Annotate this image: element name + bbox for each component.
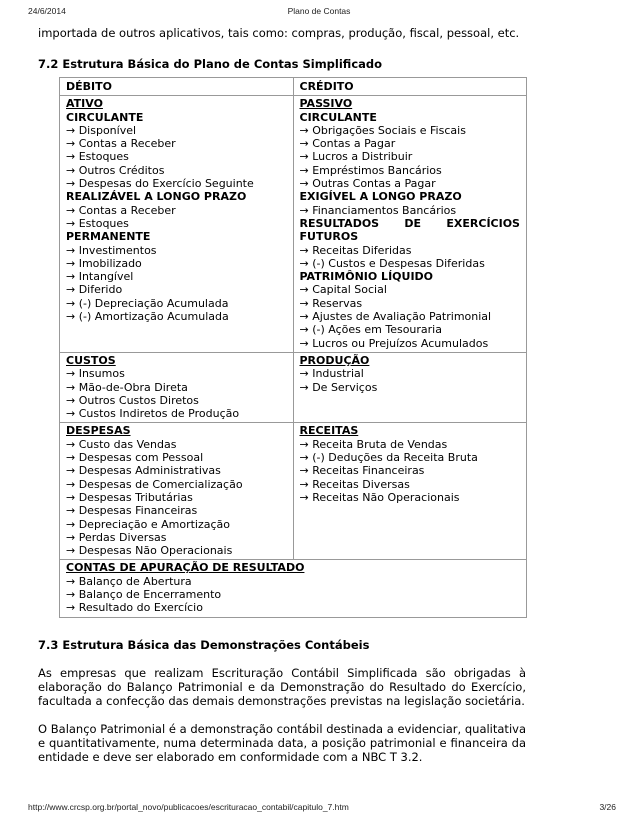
lead-paragraph: importada de outros aplicativos, tais como: compras, produção, fiscal, pessoal, etc. [38, 26, 520, 40]
account-item: → Capital Social [299, 283, 387, 297]
account-item: → Industrial [299, 367, 364, 381]
account-item: → Balanço de Encerramento [66, 587, 222, 601]
table-cell-credit [293, 96, 527, 353]
account-item: → Contas a Receber [66, 137, 176, 151]
print-header [0, 6, 638, 18]
account-group-heading: EXIGÍVEL A LONGO PRAZO [299, 190, 462, 204]
account-category-title: PASSIVO [299, 97, 353, 111]
account-item: → Receitas Diferidas [299, 243, 412, 257]
account-item: → (-) Ações em Tesouraria [299, 323, 442, 337]
account-item: → (-) Amortização Acumulada [66, 310, 229, 324]
account-item: → Contas a Pagar [299, 137, 396, 151]
page-number: 3/26 [599, 802, 616, 812]
account-item: → Financiamentos Bancários [299, 203, 457, 217]
account-item: → (-) Custos e Despesas Diferidas [299, 256, 485, 270]
print-title: Plano de Contas [287, 6, 351, 16]
paragraph-escrituracao: As empresas que realizam Escrituração Contábil Simplificada são obrigadas à elaboração do Balanço Patrimonial e da Demonstração do Resultado do Exercício, facultada a confecção das demais demonstrações previstas na legislação societária. [38, 665, 526, 708]
account-item: → Obrigações Sociais e Fiscais [299, 123, 466, 137]
table-row [60, 96, 527, 353]
account-item: → Depreciação e Amortização [66, 517, 231, 531]
table-cell-credit [293, 423, 527, 560]
account-category-title: PRODUÇÃO [299, 353, 370, 367]
account-item: → Insumos [66, 367, 125, 381]
print-footer [0, 802, 638, 814]
table-cell-full [60, 560, 527, 617]
account-item: → (-) Depreciação Acumulada [66, 296, 229, 310]
table-cell-debit [60, 352, 294, 422]
print-url: http://www.crcsp.org.br/portal_novo/publicacoes/escrituracao_contabil/capitulo_7.htm [28, 802, 349, 812]
table-row [60, 560, 527, 617]
account-item: → Despesas Tributárias [66, 490, 193, 504]
account-item: → Reservas [299, 296, 363, 310]
account-item: → Resultado do Exercício [66, 601, 203, 615]
account-item: → Contas a Receber [66, 203, 176, 217]
account-group-heading: CIRCULANTE [66, 110, 144, 124]
account-group-heading: REALIZÁVEL A LONGO PRAZO [66, 190, 247, 204]
account-item: → Ajustes de Avaliação Patrimonial [299, 310, 492, 324]
account-item: → Diferido [66, 283, 123, 297]
account-category-title: CONTAS DE APURAÇÃO DE RESULTADO [66, 561, 305, 575]
account-item: → Receitas Financeiras [299, 464, 425, 478]
heading-word: DE [404, 216, 422, 230]
account-category-title: DESPESAS [66, 424, 131, 438]
account-item: → Mão-de-Obra Direta [66, 380, 188, 394]
accounts-table-body [60, 96, 527, 617]
table-cell-debit [60, 423, 294, 560]
account-item: → Custos Indiretos de Produção [66, 407, 240, 421]
account-item: → Despesas Financeiras [66, 504, 198, 518]
table-row [60, 423, 527, 560]
account-item: → Custo das Vendas [66, 437, 177, 451]
header-credito: CRÉDITO [293, 78, 527, 96]
account-item: → Outras Contas a Pagar [299, 177, 436, 191]
account-item: → Intangível [66, 270, 134, 284]
section-7-2-heading: 7.2 Estrutura Básica do Plano de Contas Simplificado [38, 57, 383, 71]
account-item: → Despesas Não Operacionais [66, 544, 233, 558]
account-item: → Despesas do Exercício Seguinte [66, 177, 254, 191]
account-item: → Empréstimos Bancários [299, 163, 442, 177]
account-category-title: RECEITAS [299, 424, 359, 438]
account-item: → Outros Créditos [66, 163, 165, 177]
paragraph-balanco: O Balanço Patrimonial é a demonstração contábil destinada a evidenciar, qualitativa e quantitativamente, numa determinada data, a posição patrimonial e financeira da entidade e deve ser elaborado em conformidade com a NBC T 3.2. [38, 721, 526, 764]
account-item: → Estoques [66, 150, 129, 164]
header-debito: DÉBITO [60, 78, 294, 96]
account-item: → Receitas Não Operacionais [299, 490, 460, 504]
account-item: → (-) Deduções da Receita Bruta [299, 451, 478, 465]
account-item: → Balanço de Abertura [66, 574, 192, 588]
account-group-heading: PERMANENTE [66, 230, 151, 244]
account-group-heading: PATRIMÔNIO LÍQUIDO [299, 270, 434, 284]
print-date: 24/6/2014 [28, 6, 66, 16]
table-cell-debit [60, 96, 294, 353]
heading-word: EXERCÍCIOS [446, 216, 520, 230]
account-item: → Outros Custos Diretos [66, 393, 199, 407]
account-item: → Lucros a Distribuir [299, 150, 413, 164]
account-item: → Estoques [66, 216, 129, 230]
account-item: → Receitas Diversas [299, 477, 410, 491]
section-7-3-heading: 7.3 Estrutura Básica das Demonstrações Contábeis [38, 637, 370, 652]
account-item: → Despesas de Comercialização [66, 477, 243, 491]
account-item: → Lucros ou Prejuízos Acumulados [299, 336, 489, 350]
account-item: → Imobilizado [66, 256, 142, 270]
account-group-heading: FUTUROS [299, 230, 359, 244]
document-body [38, 26, 526, 778]
account-item: → Perdas Diversas [66, 530, 167, 544]
account-item: → Despesas Administrativas [66, 464, 221, 478]
account-item: → Receita Bruta de Vendas [299, 437, 448, 451]
account-group-heading: CIRCULANTE [299, 110, 377, 124]
account-item: → Disponível [66, 123, 137, 137]
table-row [60, 352, 527, 422]
table-cell-credit [293, 352, 527, 422]
account-item: → Despesas com Pessoal [66, 451, 204, 465]
account-item: → De Serviços [299, 380, 378, 394]
account-item: → Investimentos [66, 243, 157, 257]
heading-word: RESULTADOS [299, 216, 380, 230]
table-header-row [60, 78, 527, 96]
accounts-table [59, 77, 527, 618]
account-category-title: ATIVO [66, 97, 103, 111]
account-group-heading [300, 217, 521, 230]
account-category-title: CUSTOS [66, 353, 116, 367]
